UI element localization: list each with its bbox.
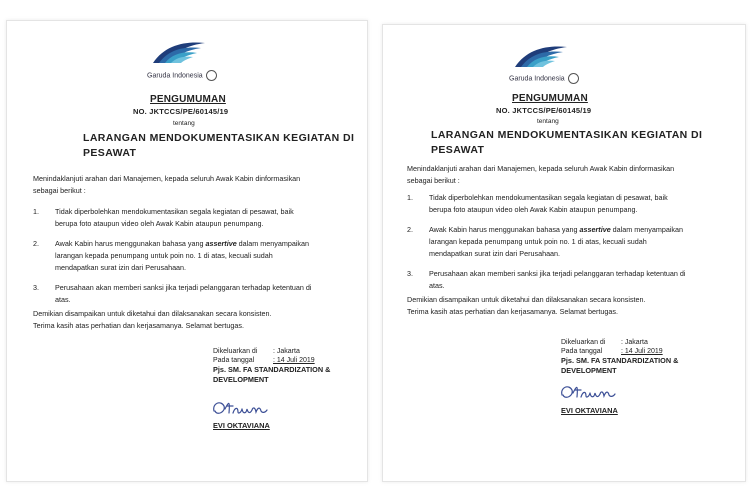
signature-image — [559, 381, 617, 408]
intro-line-2: sebagai berikut : — [407, 176, 460, 185]
announcement-document-left — [6, 20, 368, 482]
announcement-heading: PENGUMUMAN — [150, 94, 226, 105]
announcement-subject — [83, 131, 354, 161]
signature-block — [561, 338, 678, 376]
announcement-about: tentang — [173, 120, 195, 127]
item-number: 3. — [33, 283, 39, 292]
list-item — [407, 224, 703, 260]
intro-paragraph — [33, 173, 351, 197]
list-item — [33, 238, 333, 274]
subject-line-1: LARANGAN MENDOKUMENTASIKAN KEGIATAN DI — [431, 129, 703, 141]
signature-image — [211, 397, 269, 424]
item-emphasis: assertive — [205, 239, 237, 248]
intro-line-1: Menindaklanjuti arahan dari Manajemen, kepada seluruh Awak Kabin dinformasikan — [407, 164, 675, 173]
closing-line-1: Demikian disampaikan untuk diketahui dan dilaksanakan secara konsisten. — [33, 309, 272, 318]
garuda-bird-icon — [149, 37, 209, 67]
signer-name: EVI OKTAVIANA — [213, 421, 270, 430]
item-text-pre: Awak Kabin harus menggunakan bahasa yang — [429, 225, 580, 234]
item-text-pre: Awak Kabin harus menggunakan bahasa yang — [55, 239, 206, 248]
brand-name — [509, 73, 579, 84]
issued-value: : Jakarta — [621, 339, 648, 346]
garuda-logo — [511, 41, 571, 71]
item-text: berupa foto ataupun video oleh Awak Kabin ataupun penumpang. — [55, 219, 264, 228]
announcement-heading: PENGUMUMAN — [512, 93, 588, 104]
signature-block — [213, 347, 330, 385]
closing-line-2: Terima kasih atas perhatian dan kerjasamanya. Selamat bertugas. — [33, 321, 244, 330]
closing-line-2: Terima kasih atas perhatian dan kerjasamanya. Selamat bertugas. — [407, 307, 618, 316]
item-number: 1. — [407, 193, 413, 202]
item-text-post: dalam menyampaikan — [236, 239, 309, 248]
brand-text: Garuda Indonesia — [147, 72, 203, 80]
item-text: atas. — [55, 295, 71, 304]
announcement-document-right — [382, 24, 746, 482]
announcement-about: tentang — [537, 118, 559, 125]
date-label: Pada tanggal — [213, 357, 255, 364]
list-item — [33, 206, 333, 230]
signer-name: EVI OKTAVIANA — [561, 406, 618, 415]
item-text: mendapatkan surat izin dari Perusahaan. — [55, 263, 187, 272]
subject-line-2: PESAWAT — [83, 147, 137, 159]
brand-text: Garuda Indonesia — [509, 75, 565, 83]
item-number: 3. — [407, 269, 413, 278]
date-label: Pada tanggal — [561, 348, 603, 355]
item-text: atas. — [429, 281, 445, 290]
brand-mark-icon — [206, 70, 217, 81]
intro-paragraph — [407, 163, 733, 187]
garuda-bird-icon — [511, 41, 571, 71]
garuda-logo — [149, 37, 209, 67]
date-value: : 14 Juli 2019 — [621, 348, 663, 355]
issued-label: Dikeluarkan di — [213, 348, 258, 355]
item-number: 1. — [33, 207, 39, 216]
item-text: Perusahaan akan memberi sanksi jika terjadi pelanggaran terhadap ketentuan di — [55, 283, 312, 292]
item-emphasis: assertive — [579, 225, 611, 234]
announcement-number: NO. JKTCCS/PE/60145/19 — [496, 106, 592, 115]
closing-paragraph — [33, 308, 351, 332]
closing-line-1: Demikian disampaikan untuk diketahui dan dilaksanakan secara konsisten. — [407, 295, 646, 304]
item-text: Perusahaan akan memberi sanksi jika terjadi pelanggaran terhadap ketentuan di — [429, 269, 686, 278]
brand-name — [147, 70, 217, 81]
list-item — [407, 268, 703, 292]
subject-line-2: PESAWAT — [431, 144, 485, 156]
rules-list — [407, 192, 703, 300]
issued-label: Dikeluarkan di — [561, 339, 606, 346]
item-text — [429, 224, 703, 236]
item-number: 2. — [33, 239, 39, 248]
announcement-number: NO. JKTCCS/PE/60145/19 — [133, 107, 229, 116]
issued-value: : Jakarta — [273, 348, 300, 355]
signer-title-1: Pjs. SM. FA STANDARDIZATION & — [561, 356, 679, 365]
item-text — [55, 238, 333, 250]
item-number: 2. — [407, 225, 413, 234]
item-text-post: dalam menyampaikan — [610, 225, 683, 234]
list-item — [407, 192, 703, 216]
item-text: Tidak diperbolehkan mendokumentasikan segala kegiatan di pesawat, baik — [55, 207, 294, 216]
item-text: berupa foto ataupun video oleh Awak Kabin ataupun penumpang. — [429, 205, 638, 214]
signer-title-1: Pjs. SM. FA STANDARDIZATION & — [213, 365, 331, 374]
signer-title-2: DEVELOPMENT — [213, 375, 269, 384]
signer-title-2: DEVELOPMENT — [561, 366, 617, 375]
closing-paragraph — [407, 294, 733, 318]
intro-line-1: Menindaklanjuti arahan dari Manajemen, kepada seluruh Awak Kabin dinformasikan — [33, 174, 301, 183]
item-text: larangan kepada penumpang untuk poin no. 1 di atas, kecuali sudah — [429, 237, 647, 246]
brand-mark-icon — [568, 73, 579, 84]
item-text: larangan kepada penumpang untuk poin no. 1 di atas, kecuali sudah — [55, 251, 273, 260]
item-text: Tidak diperbolehkan mendokumentasikan segala kegiatan di pesawat, baik — [429, 193, 668, 202]
announcement-subject — [431, 128, 702, 158]
rules-list — [33, 206, 333, 314]
item-text: mendapatkan surat izin dari Perusahaan. — [429, 249, 561, 258]
subject-line-1: LARANGAN MENDOKUMENTASIKAN KEGIATAN DI — [83, 132, 355, 144]
list-item — [33, 282, 333, 306]
intro-line-2: sebagai berikut : — [33, 186, 86, 195]
date-value: : 14 Juli 2019 — [273, 357, 315, 364]
